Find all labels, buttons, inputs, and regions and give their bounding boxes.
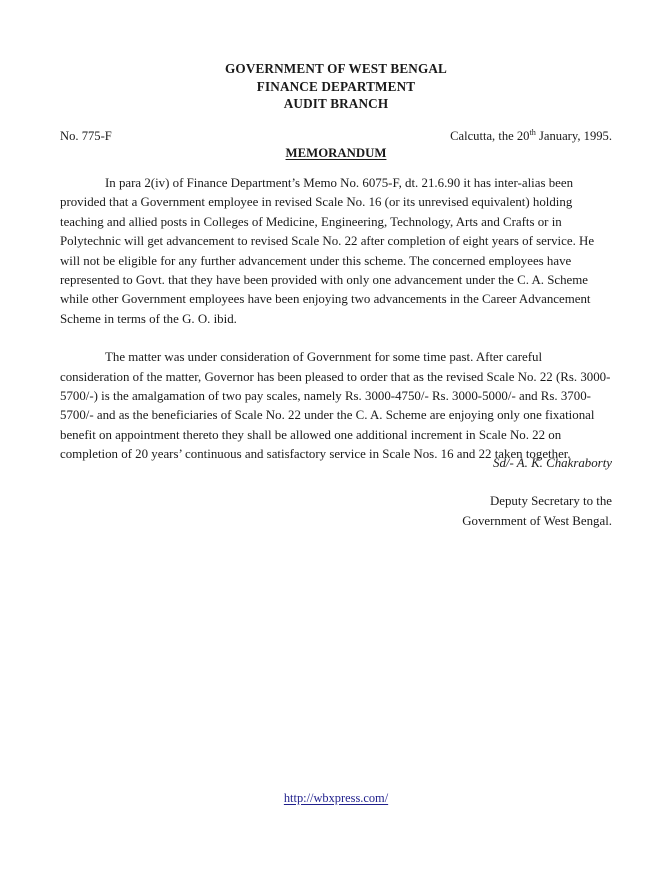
document-title-text: MEMORANDUM bbox=[285, 146, 387, 160]
body-paragraph-1: In para 2(iv) of Finance Department’s Memo No. 6075-F, dt. 21.6.90 it has inter-alias been provided that a Government employee in revised Scale No. 16 (or its unrevised equivalent) holding teaching and allied posts in Colleges of Medicine, Engineering, Technology, Arts and Crafts or in Polytechnic will get advancement to revised Scale No. 22 after completion of eight years of service. He will not be eligible for any further advancement under this scheme. The concerned employees have represented to Govt. that they have been provided with only one advancement under the C. A. Scheme while other Government employees have been enjoying two advancements in the Career Advancement Scheme in terms of the G. O. ibid. bbox=[60, 176, 595, 326]
footer bbox=[0, 790, 672, 806]
dateline-prefix: Calcutta, the 20 bbox=[450, 129, 530, 143]
body-paragraph-2: The matter was under consideration of Government for some time past. After careful consideration of the matter, Governor has been pleased to order that as the revised Scale No. 22 (Rs. 3000-5700/-) is the amalgamation of two pay scales, namely Rs. 3000-4750/- Rs. 3000-5000/- and Rs. 3700-5700/- and as the beneficiaries of Scale No. 22 under the C. A. Scheme are enjoying only one fixational benefit on appointment thereto they shall be allowed one additional increment in Scale No. 22 on completion of 20 years’ continuous and satisfactory service in Scale Nos. 16 and 22 taken together. bbox=[60, 350, 611, 462]
dateline bbox=[450, 128, 612, 144]
document-body bbox=[60, 174, 612, 484]
signature-block bbox=[60, 454, 612, 531]
memo-number: No. 775-F bbox=[60, 129, 112, 143]
signatory-designation-line-1: Deputy Secretary to the bbox=[489, 494, 612, 509]
letterhead-branch-line: AUDIT BRANCH bbox=[283, 96, 389, 112]
letterhead-department-line: FINANCE DEPARTMENT bbox=[256, 78, 416, 94]
signatory-designation-line-2: Government of West Bengal. bbox=[462, 513, 612, 528]
dateline-month-year: January, 1995. bbox=[535, 129, 612, 143]
signatory-name: Sd/- A. K. Chakraborty bbox=[493, 456, 612, 470]
source-website-link[interactable]: http://wbxpress.com/ bbox=[283, 791, 389, 805]
document-title bbox=[60, 145, 612, 161]
reference-row bbox=[60, 128, 612, 144]
dateline-ordinal-suffix: th bbox=[529, 127, 536, 137]
letterhead bbox=[60, 60, 612, 113]
letterhead-government-line: GOVERNMENT OF WEST BENGAL bbox=[225, 61, 447, 76]
